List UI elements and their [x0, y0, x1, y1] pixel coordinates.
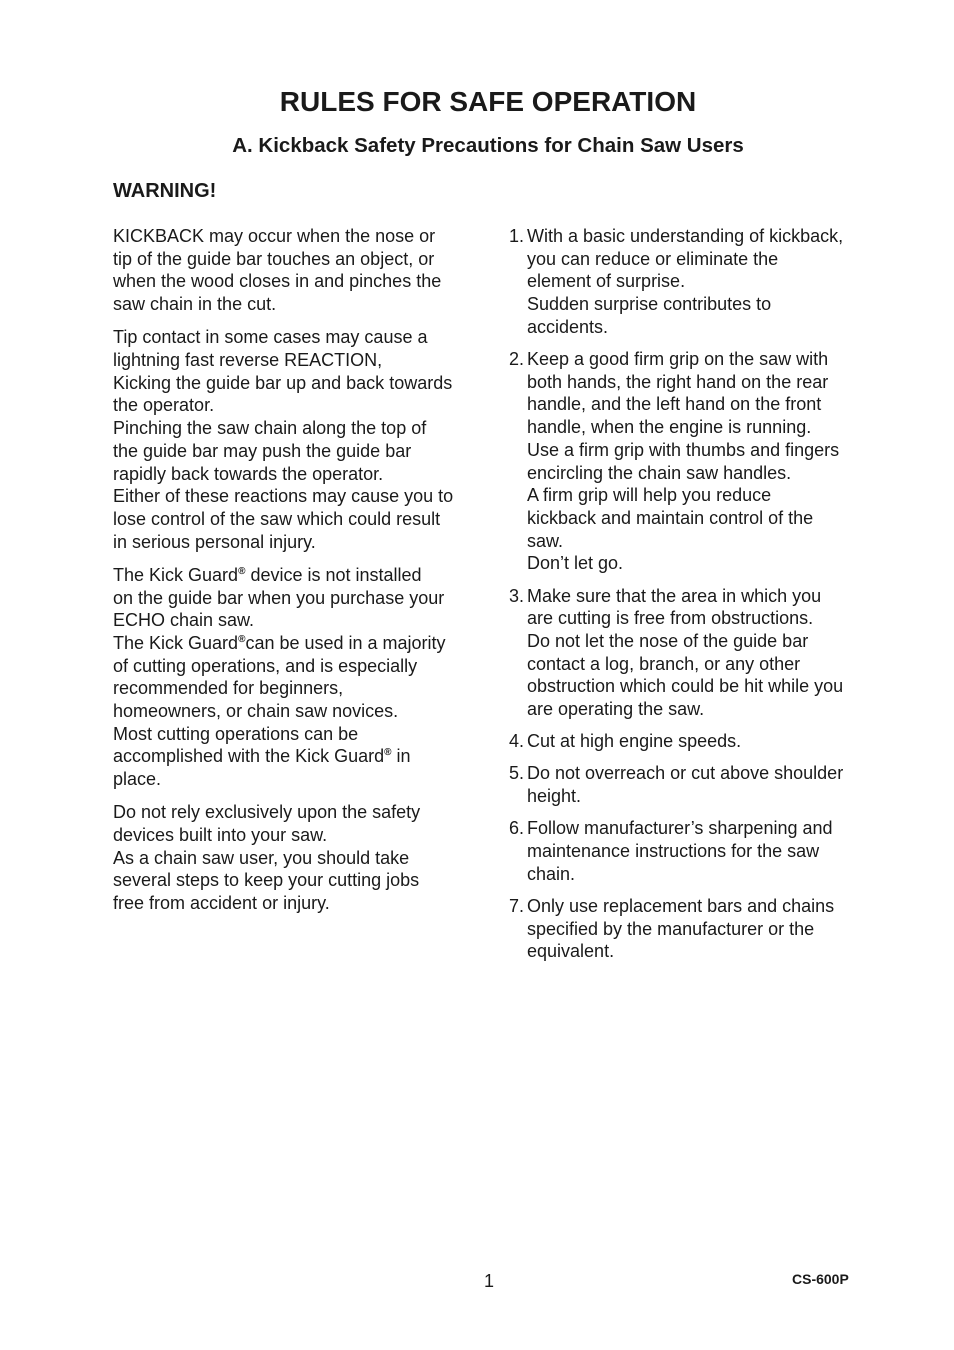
- paragraph-line: Pinching the saw chain along the top of: [113, 418, 427, 439]
- registered-mark: ®: [384, 747, 392, 759]
- text-run: The Kick Guard: [113, 564, 239, 585]
- paragraph-line: rapidly back towards the operator.: [113, 463, 384, 484]
- list-item-line: Do not overreach or cut above shoulder: [527, 763, 844, 784]
- paragraph-line: Most cutting operations can be: [113, 723, 359, 744]
- list-item-line: element of surprise.: [527, 271, 686, 292]
- section-heading: A. Kickback Safety Precautions for Chain Saw Users: [232, 134, 744, 157]
- paragraph-line: on the guide bar when you purchase your: [113, 587, 445, 608]
- list-item-line: Keep a good firm grip on the saw with: [527, 349, 829, 370]
- left-column: [113, 225, 485, 925]
- text-run: can be used in a majority: [245, 632, 446, 653]
- list-item-line: accidents.: [527, 316, 609, 337]
- list-item-line: handle, when the engine is running.: [527, 417, 812, 438]
- list-item-number: 7.: [509, 895, 525, 916]
- paragraph-line: place.: [113, 769, 162, 790]
- kickback-definition-paragraph: [113, 225, 485, 316]
- paragraph-line: several steps to keep your cutting jobs: [113, 870, 420, 891]
- list-item-line: Follow manufacturer’s sharpening and: [527, 818, 833, 839]
- paragraph-line: the operator.: [113, 395, 215, 416]
- paragraph-line: [113, 632, 485, 655]
- list-item-line: Only use replacement bars and chains: [527, 895, 835, 916]
- text-run: The Kick Guard: [113, 632, 239, 653]
- paragraph-line: in serious personal injury.: [113, 531, 316, 552]
- list-item-line: encircling the chain saw handles.: [527, 462, 792, 483]
- list-item-line: maintenance instructions for the saw: [527, 841, 820, 862]
- safety-devices-paragraph: [113, 801, 485, 915]
- list-item: [509, 730, 873, 753]
- paragraph-line: free from accident or injury.: [113, 893, 330, 914]
- list-item-number: 6.: [509, 818, 525, 839]
- text-run: accomplished with the Kick Guard: [113, 746, 385, 767]
- list-item: [509, 817, 873, 885]
- paragraph-line: of cutting operations, and is especially: [113, 655, 418, 676]
- paragraph-line: recommended for beginners,: [113, 678, 344, 699]
- paragraph-line: Either of these reactions may cause you to: [113, 486, 454, 507]
- list-item-line: are operating the saw.: [527, 699, 705, 720]
- list-item: [509, 762, 873, 807]
- list-item-number: 4.: [509, 731, 525, 752]
- text-run: device is not installed: [245, 564, 422, 585]
- list-item-line: are cutting is free from obstructions.: [527, 608, 814, 629]
- list-item: [509, 585, 873, 721]
- list-item-number: 1.: [509, 226, 525, 246]
- paragraph-line: homeowners, or chain saw novices.: [113, 701, 399, 722]
- paragraph-line: Kicking the guide bar up and back towards: [113, 372, 453, 393]
- registered-mark: ®: [238, 633, 246, 645]
- paragraph-line: tip of the guide bar touches an object, or: [113, 248, 435, 269]
- paragraph-line: when the wood closes in and pinches the: [113, 271, 442, 292]
- reaction-paragraph: [113, 326, 485, 553]
- paragraph-line: Tip contact in some cases may cause a: [113, 327, 428, 348]
- list-item-line: With a basic understanding of kickback,: [527, 226, 844, 246]
- paragraph-line: ECHO chain saw.: [113, 610, 255, 631]
- list-item-line: obstruction which could be hit while you: [527, 676, 844, 697]
- list-item-line: Use a firm grip with thumbs and fingers: [527, 439, 840, 460]
- list-item-line: Cut at high engine speeds.: [527, 731, 742, 752]
- list-item-line: saw.: [527, 530, 564, 551]
- model-number: CS-600P: [792, 1271, 849, 1287]
- text-run: in: [391, 746, 411, 767]
- list-item-line: kickback and maintain control of the: [527, 507, 814, 528]
- paragraph-line: Do not rely exclusively upon the safety: [113, 802, 421, 823]
- list-item: [509, 225, 873, 339]
- list-item-line: Sudden surprise contributes to: [527, 294, 772, 315]
- right-column: [509, 225, 873, 973]
- page-number: 1: [484, 1271, 495, 1291]
- list-item-line: Make sure that the area in which you: [527, 585, 822, 606]
- paragraph-line: lose control of the saw which could result: [113, 508, 441, 529]
- warning-heading: WARNING!: [113, 180, 217, 202]
- paragraph-line: As a chain saw user, you should take: [113, 847, 410, 868]
- registered-mark: ®: [238, 565, 246, 577]
- list-item-line: specified by the manufacturer or the: [527, 918, 815, 939]
- list-item-line: Don’t let go.: [527, 553, 624, 574]
- paragraph-line: saw chain in the cut.: [113, 294, 277, 315]
- list-item-line: equivalent.: [527, 941, 615, 962]
- kick-guard-paragraph: [113, 564, 485, 791]
- paragraph-line: [113, 564, 485, 587]
- list-item-line: contact a log, branch, or any other: [527, 653, 801, 674]
- paragraph-line: devices built into your saw.: [113, 825, 328, 846]
- list-item: [509, 348, 873, 575]
- list-item-number: 2.: [509, 349, 525, 370]
- list-item-line: height.: [527, 786, 582, 807]
- list-item-line: Do not let the nose of the guide bar: [527, 630, 809, 651]
- list-item-number: 5.: [509, 763, 525, 784]
- list-item-number: 3.: [509, 585, 525, 606]
- list-item-line: A firm grip will help you reduce: [527, 485, 772, 506]
- paragraph-line: [113, 745, 485, 768]
- list-item-line: handle, and the left hand on the front: [527, 394, 822, 415]
- list-item-line: both hands, the right hand on the rear: [527, 371, 829, 392]
- paragraph-line: KICKBACK may occur when the nose or: [113, 226, 436, 246]
- list-item: [509, 895, 873, 963]
- paragraph-line: lightning fast reverse REACTION,: [113, 350, 383, 371]
- page-title: RULES FOR SAFE OPERATION: [279, 86, 697, 117]
- list-item-line: you can reduce or eliminate the: [527, 248, 779, 269]
- paragraph-line: the guide bar may push the guide bar: [113, 440, 412, 461]
- list-item-line: chain.: [527, 863, 576, 884]
